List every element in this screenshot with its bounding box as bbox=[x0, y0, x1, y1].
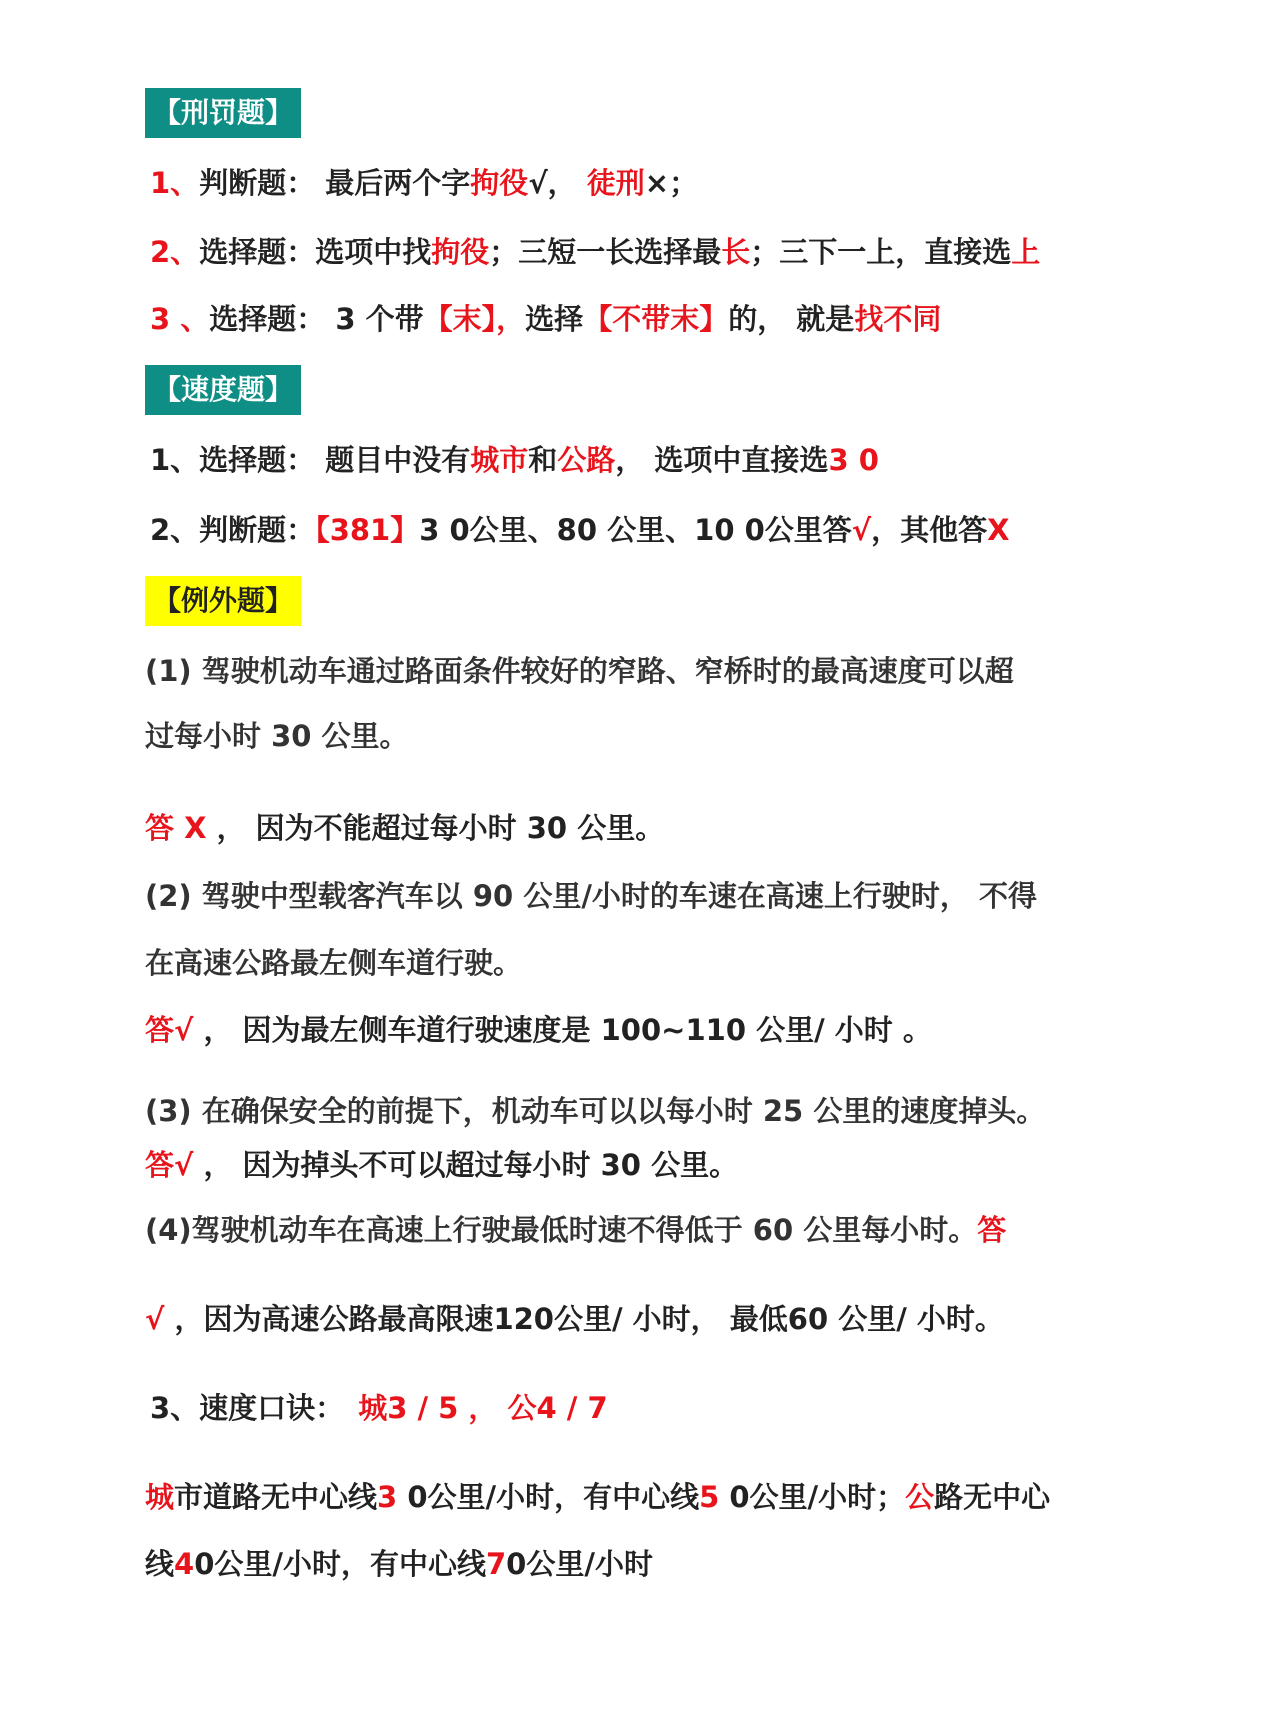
highlight: 长 bbox=[721, 235, 751, 269]
text: ×； bbox=[644, 166, 699, 200]
highlight: X bbox=[987, 513, 1010, 547]
penalty-line-1 bbox=[150, 163, 698, 203]
highlight: 城 bbox=[145, 1480, 175, 1514]
highlight: 上 bbox=[1011, 235, 1041, 269]
text: 1、选择题： 题目中没有 bbox=[150, 443, 471, 477]
answer-mark: √ bbox=[145, 1302, 165, 1336]
number: 3 、 bbox=[150, 302, 210, 336]
highlight: 公路 bbox=[557, 443, 616, 477]
answer-text: ， 因为掉头不可以超过每小时 30 公里。 bbox=[193, 1148, 739, 1182]
text: 和 bbox=[528, 443, 558, 477]
text: 0公里/小时； bbox=[719, 1480, 906, 1514]
exception-a2 bbox=[145, 1010, 932, 1050]
section-title-penalty: 【刑罚题】 bbox=[145, 88, 301, 138]
answer-mark: 答 bbox=[977, 1213, 1007, 1247]
highlight: 5 bbox=[699, 1480, 720, 1514]
text: 0公里/小时，有中心线 bbox=[194, 1547, 486, 1581]
mnemonic-line-1 bbox=[150, 1388, 608, 1428]
text: 3、速度口诀： bbox=[150, 1391, 345, 1425]
highlight: 找不同 bbox=[854, 302, 942, 336]
text: ，其他答 bbox=[871, 513, 988, 547]
highlight: 3 0 bbox=[828, 443, 879, 477]
text: 选择题：选项中找 bbox=[199, 235, 432, 269]
highlight: 7 bbox=[485, 1547, 507, 1581]
penalty-line-2 bbox=[150, 232, 1040, 272]
exception-a3 bbox=[145, 1145, 738, 1185]
text: √， bbox=[528, 166, 587, 200]
text: 的， 就是 bbox=[728, 302, 855, 336]
highlight: 拘役 bbox=[431, 235, 490, 269]
speed-line-1 bbox=[150, 440, 879, 480]
answer-mark: 答√ bbox=[145, 1148, 194, 1182]
number: 1、 bbox=[150, 166, 200, 200]
text: 3 0公里、80 公里、10 0公里答 bbox=[419, 513, 852, 547]
highlight: 【不带末】 bbox=[583, 302, 729, 336]
text: 市道路无中心线 bbox=[174, 1480, 378, 1514]
highlight: 徒刑 bbox=[586, 166, 645, 200]
exception-q4-line-2 bbox=[145, 1299, 1004, 1339]
answer-mark: 答√ bbox=[145, 1013, 194, 1047]
penalty-line-3 bbox=[150, 299, 941, 339]
answer-mark: 答 X bbox=[145, 811, 207, 845]
exception-q4-line-1 bbox=[145, 1210, 1006, 1250]
text: 2、判断题： bbox=[150, 513, 316, 547]
highlight: √ bbox=[851, 513, 872, 547]
highlight: 3 bbox=[377, 1480, 398, 1514]
text: 选择题： 3 个带 bbox=[209, 302, 424, 336]
exception-q1-line-2: 过每小时 30 公里。 bbox=[145, 719, 409, 753]
text: 0公里/小时 bbox=[506, 1547, 653, 1581]
text: 路无中心 bbox=[934, 1480, 1051, 1514]
text: ；三下一上，直接选 bbox=[750, 235, 1012, 269]
exception-a1 bbox=[145, 808, 664, 848]
text: ， 选项中直接选 bbox=[615, 443, 829, 477]
text: 选择 bbox=[525, 302, 584, 336]
exception-q2-line-2: 在高速公路最左侧车道行驶。 bbox=[145, 946, 523, 980]
highlight: 【末】， bbox=[423, 302, 526, 336]
answer-text: ，因为高速公路最高限速120公里/ 小时， 最低60 公里/ 小时。 bbox=[164, 1302, 1004, 1336]
text: 0公里/小时，有中心线 bbox=[397, 1480, 700, 1514]
highlight: 4 bbox=[174, 1547, 195, 1581]
exception-q1-line-1: (1) 驾驶机动车通过路面条件较好的窄路、窄桥时的最高速度可以超 bbox=[145, 654, 1014, 688]
text: 判断题： 最后两个字 bbox=[199, 166, 471, 200]
section-title-exception: 【例外题】 bbox=[145, 576, 301, 626]
highlight: 城3 / 5 ， 公4 / 7 bbox=[358, 1391, 608, 1425]
exception-q2-line-1: (2) 驾驶中型载客汽车以 90 公里/小时的车速在高速上行驶时， 不得 bbox=[145, 879, 1038, 913]
text: ；三短一长选择最 bbox=[489, 235, 722, 269]
exception-q3: (3) 在确保安全的前提下，机动车可以以每小时 25 公里的速度掉头。 bbox=[145, 1094, 1046, 1128]
highlight: 拘役 bbox=[470, 166, 529, 200]
answer-text: ， 因为最左侧车道行驶速度是 100~110 公里/ 小时 。 bbox=[193, 1013, 932, 1047]
text: 线 bbox=[145, 1547, 175, 1581]
section-title-speed: 【速度题】 bbox=[145, 365, 301, 415]
answer-text: ， 因为不能超过每小时 30 公里。 bbox=[206, 811, 665, 845]
number: 2、 bbox=[150, 235, 200, 269]
mnemonic-line-2 bbox=[145, 1477, 1050, 1517]
mnemonic-line-3 bbox=[145, 1544, 653, 1584]
question-text: (4)驾驶机动车在高速上行驶最低时速不得低于 60 公里每小时。 bbox=[145, 1213, 978, 1247]
highlight: 【381】 bbox=[315, 513, 420, 547]
highlight: 城市 bbox=[470, 443, 529, 477]
speed-line-2 bbox=[150, 510, 1010, 550]
highlight: 公 bbox=[905, 1480, 935, 1514]
